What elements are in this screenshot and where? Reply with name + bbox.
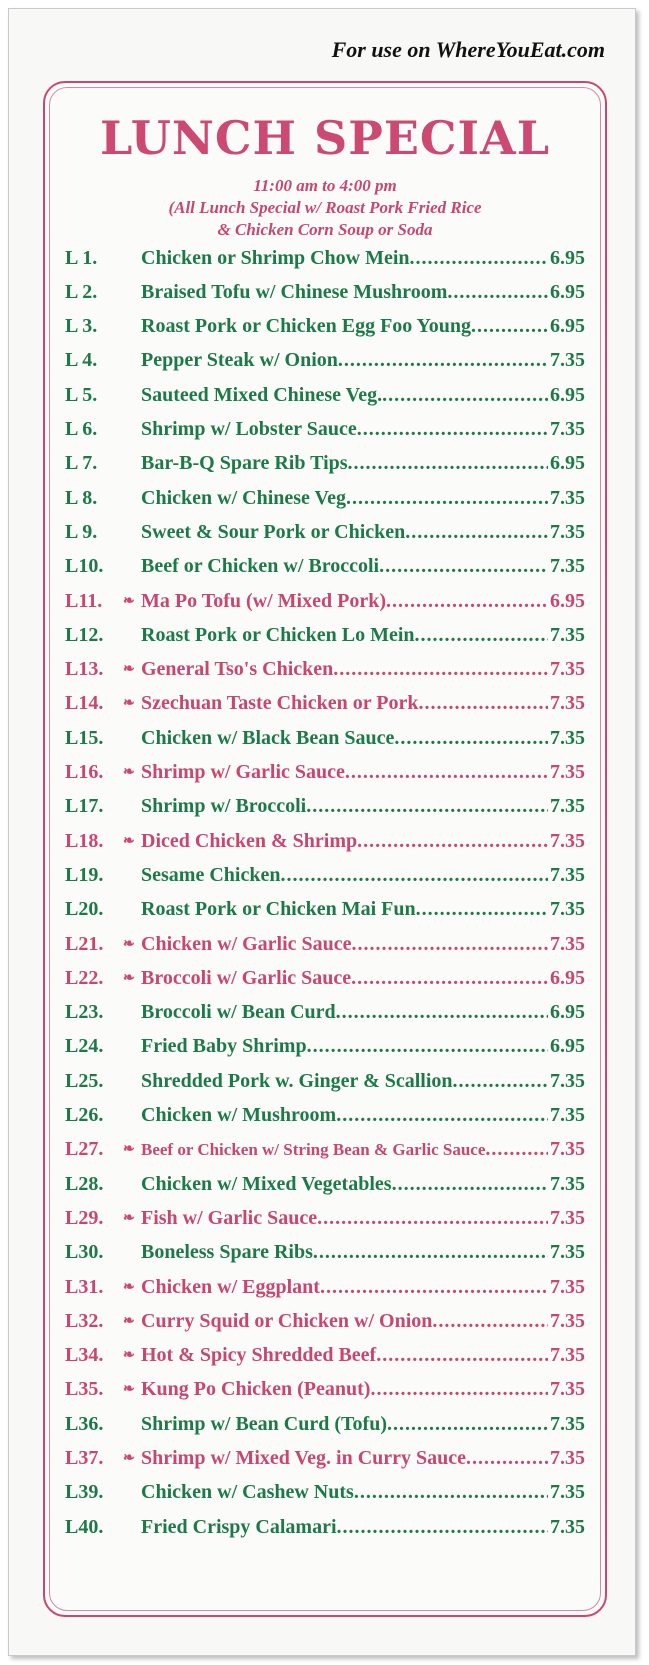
- menu-item-row: [65, 1032, 585, 1062]
- menu-item-row: [65, 895, 585, 925]
- menu-includes-line-1: (All Lunch Special w/ Roast Pork Fried Rice: [168, 198, 482, 217]
- item-number: L18.: [65, 829, 104, 852]
- item-name: Beef or Chicken w/ Broccoli: [141, 555, 380, 578]
- item-number: L 8.: [65, 486, 98, 509]
- item-number: L37.: [65, 1447, 104, 1469]
- item-number: L 9.: [65, 520, 98, 543]
- item-price: 6.95: [550, 1035, 585, 1058]
- item-price: 7.35: [550, 658, 585, 681]
- item-name: Bar-B-Q Spare Rib Tips: [141, 452, 348, 475]
- dot-leader: [352, 933, 548, 956]
- item-name: Shrimp w/ Bean Curd (Tofu): [141, 1412, 387, 1435]
- menu-item-row: [65, 243, 585, 273]
- dot-leader: [386, 590, 548, 613]
- item-number: L26.: [65, 1104, 104, 1126]
- item-number: L35.: [65, 1378, 104, 1401]
- dot-leader: [485, 1138, 548, 1161]
- item-price: 7.35: [550, 1206, 585, 1229]
- dot-leader: [338, 349, 548, 372]
- menu-item-row: [65, 1238, 585, 1268]
- dot-leader: [336, 1104, 548, 1127]
- dot-leader: [379, 555, 548, 578]
- dot-leader: [280, 864, 548, 887]
- item-name: Chicken w/ Mixed Vegetables: [141, 1172, 392, 1195]
- item-number: L30.: [65, 1241, 104, 1264]
- menu-item-row: [65, 346, 585, 376]
- item-number: L22.: [65, 966, 104, 989]
- menu-item-row: [65, 1512, 585, 1542]
- item-name: Fried Baby Shrimp: [141, 1035, 307, 1058]
- pepper-icon: ❧: [123, 1210, 135, 1226]
- menu-item-row: [65, 689, 585, 719]
- pepper-icon: ❧: [123, 593, 135, 609]
- item-number: L31.: [65, 1275, 104, 1298]
- item-price: 7.35: [550, 1309, 585, 1332]
- dot-leader: [416, 898, 548, 921]
- dot-leader: [447, 281, 548, 304]
- menu-title: LUNCH SPECIAL: [99, 111, 551, 165]
- item-name: Pepper Steak w/ Onion: [141, 349, 338, 372]
- item-price: 6.95: [550, 589, 585, 612]
- item-name: Shrimp w/ Broccoli: [141, 795, 307, 818]
- item-price: 6.95: [550, 966, 585, 989]
- dot-leader: [410, 247, 548, 270]
- item-price: 7.35: [550, 1412, 585, 1435]
- menu-item-row: [65, 517, 585, 547]
- menu-item-row: [65, 586, 585, 616]
- dot-leader: [346, 487, 548, 510]
- item-name: Sauteed Mixed Chinese Veg.: [141, 383, 383, 406]
- menu-item-row: [65, 1306, 585, 1336]
- item-price: 7.35: [550, 932, 585, 955]
- menu-item-row: [65, 415, 585, 445]
- menu-item-row: [65, 929, 585, 959]
- item-name: Ma Po Tofu (w/ Mixed Pork): [141, 589, 386, 612]
- menu-item-row: [65, 963, 585, 993]
- menu-item-row: [65, 655, 585, 685]
- item-number: L 4.: [65, 349, 98, 372]
- dot-leader: [415, 624, 548, 647]
- menu-item-row: [65, 1101, 585, 1131]
- item-price: 7.35: [550, 623, 585, 646]
- item-price: 7.35: [550, 1069, 585, 1092]
- item-name: Roast Pork or Chicken Egg Foo Young: [141, 315, 472, 338]
- pepper-icon: ❧: [123, 1382, 135, 1398]
- pepper-icon: ❧: [123, 1313, 135, 1329]
- dot-leader: [354, 1481, 548, 1504]
- item-name: Roast Pork or Chicken Mai Fun: [141, 898, 416, 921]
- menu-item-row: [65, 1444, 585, 1474]
- item-price: 7.35: [550, 726, 585, 749]
- item-name: Shrimp w/ Garlic Sauce: [141, 761, 345, 783]
- item-price: 7.35: [550, 349, 585, 372]
- menu-includes-line-2: & Chicken Corn Soup or Soda: [217, 220, 433, 239]
- pepper-icon: ❧: [123, 1279, 135, 1295]
- item-name: Chicken w/ Eggplant: [141, 1275, 320, 1298]
- item-name: General Tso's Chicken: [141, 658, 334, 681]
- item-number: L 5.: [65, 383, 98, 406]
- dot-leader: [432, 1310, 548, 1333]
- pepper-icon: ❧: [123, 970, 135, 986]
- dot-leader: [370, 1378, 548, 1401]
- dot-leader: [337, 1516, 548, 1539]
- item-number: L 6.: [65, 418, 98, 440]
- item-name: Broccoli w/ Bean Curd: [141, 1001, 336, 1024]
- pepper-icon: ❧: [123, 696, 135, 712]
- item-name: Diced Chicken & Shrimp: [141, 829, 358, 852]
- dot-leader: [418, 692, 548, 715]
- item-price: 7.35: [550, 486, 585, 509]
- item-price: 7.35: [550, 761, 585, 783]
- item-name: Chicken w/ Cashew Nuts: [141, 1481, 354, 1504]
- menu-item-row: [65, 1066, 585, 1096]
- pepper-icon: ❧: [123, 936, 135, 952]
- dot-leader: [320, 1276, 548, 1299]
- dot-leader: [317, 1207, 548, 1230]
- menu-item-row: [65, 826, 585, 856]
- menu-item-row: [65, 792, 585, 822]
- menu-frame: [43, 81, 607, 1617]
- item-number: L20.: [65, 898, 104, 921]
- dot-leader: [471, 315, 548, 338]
- item-price: 7.35: [550, 1241, 585, 1264]
- item-price: 7.35: [550, 1378, 585, 1401]
- item-price: 7.35: [550, 520, 585, 543]
- item-name: Chicken w/ Garlic Sauce: [141, 932, 352, 955]
- menu-item-row: [65, 483, 585, 513]
- menu-item-row: [65, 1409, 585, 1439]
- menu-item-row: [65, 380, 585, 410]
- dot-leader: [466, 1447, 548, 1470]
- item-name: Chicken or Shrimp Chow Mein: [141, 246, 410, 269]
- pepper-icon: ❧: [123, 662, 135, 678]
- dot-leader: [307, 1035, 548, 1058]
- item-number: L29.: [65, 1206, 104, 1229]
- pepper-icon: ❧: [123, 1142, 135, 1158]
- item-name: Fried Crispy Calamari: [141, 1515, 337, 1538]
- item-name: Szechuan Taste Chicken or Pork: [141, 692, 419, 715]
- item-name: Chicken w/ Mushroom: [141, 1104, 337, 1126]
- item-number: L23.: [65, 1001, 104, 1024]
- menu-item-row: [65, 998, 585, 1028]
- item-number: L15.: [65, 726, 104, 749]
- item-name: Fish w/ Garlic Sauce: [141, 1206, 318, 1229]
- item-price: 7.35: [550, 1515, 585, 1538]
- dot-leader: [387, 1413, 548, 1436]
- pepper-icon: ❧: [123, 1451, 135, 1466]
- item-price: 7.35: [550, 1344, 585, 1367]
- item-name: Roast Pork or Chicken Lo Mein: [141, 623, 415, 646]
- item-name: Sesame Chicken: [141, 863, 281, 886]
- dot-leader: [345, 761, 548, 784]
- item-number: L24.: [65, 1035, 104, 1058]
- menu-item-row: [65, 723, 585, 753]
- item-price: 7.35: [550, 1447, 585, 1469]
- item-number: L17.: [65, 795, 104, 818]
- dot-leader: [394, 727, 548, 750]
- item-number: L36.: [65, 1412, 104, 1435]
- item-number: L34.: [65, 1344, 104, 1367]
- item-price: 6.95: [550, 315, 585, 338]
- item-price: 6.95: [550, 1001, 585, 1024]
- menu-item-row: [65, 552, 585, 582]
- item-name: Broccoli w/ Garlic Sauce: [141, 966, 352, 989]
- item-name: Chicken w/ Chinese Veg: [141, 486, 347, 509]
- menu-item-row: [65, 1203, 585, 1233]
- item-number: L14.: [65, 692, 104, 715]
- item-price: 6.95: [550, 246, 585, 269]
- item-name: Braised Tofu w/ Chinese Mushroom: [141, 280, 448, 303]
- item-price: 7.35: [550, 1481, 585, 1504]
- dot-leader: [357, 830, 548, 853]
- menu-item-row: [65, 758, 585, 788]
- item-number: L12.: [65, 623, 104, 646]
- item-price: 7.35: [550, 1275, 585, 1298]
- item-number: L16.: [65, 761, 104, 783]
- item-number: L21.: [65, 932, 104, 955]
- menu-item-row: [65, 1272, 585, 1302]
- item-name: Beef or Chicken w/ String Bean & Garlic Sauce: [141, 1139, 486, 1159]
- item-name: Shredded Pork w. Ginger & Scallion: [141, 1069, 453, 1092]
- dot-leader: [392, 1173, 548, 1196]
- item-price: 7.35: [550, 1104, 585, 1126]
- item-price: 7.35: [550, 863, 585, 886]
- pepper-icon: ❧: [123, 1348, 135, 1364]
- item-number: L 3.: [65, 315, 98, 338]
- item-number: L39.: [65, 1481, 104, 1504]
- menu-item-row: [65, 1478, 585, 1508]
- menu-hours: 11:00 am to 4:00 pm: [253, 176, 397, 195]
- dot-leader: [348, 452, 548, 475]
- menu-item-row: [65, 1169, 585, 1199]
- menu-item-row: [65, 1341, 585, 1371]
- item-number: L 2.: [65, 280, 98, 303]
- item-number: L13.: [65, 658, 104, 681]
- menu-item-row: [65, 449, 585, 479]
- item-price: 7.35: [550, 692, 585, 715]
- dot-leader: [376, 1344, 548, 1367]
- dot-leader: [357, 418, 548, 441]
- item-price: 6.95: [550, 280, 585, 303]
- watermark-text: For use on WhereYouEat.com: [331, 37, 605, 62]
- item-price: 7.35: [550, 898, 585, 921]
- pepper-icon: ❧: [123, 765, 135, 780]
- item-price: 6.95: [550, 452, 585, 475]
- dot-leader: [405, 521, 548, 544]
- dot-leader: [453, 1070, 548, 1093]
- menu-item-row: [65, 1135, 585, 1165]
- item-number: L11.: [65, 589, 103, 612]
- item-name: Shrimp w/ Mixed Veg. in Curry Sauce: [141, 1447, 467, 1469]
- menu-item-row: [65, 312, 585, 342]
- menu-item-row: [65, 620, 585, 650]
- item-name: Hot & Spicy Shredded Beef: [141, 1344, 377, 1367]
- item-price: 7.35: [550, 1172, 585, 1195]
- dot-leader: [336, 1001, 548, 1024]
- item-price: 6.95: [550, 383, 585, 406]
- menu-item-row: [65, 1375, 585, 1405]
- item-number: L27.: [65, 1138, 104, 1161]
- item-name: Sweet & Sour Pork or Chicken: [141, 520, 406, 543]
- item-number: L 1.: [65, 246, 98, 269]
- item-name: Shrimp w/ Lobster Sauce: [141, 418, 357, 440]
- item-price: 7.35: [550, 418, 585, 440]
- item-name: Curry Squid or Chicken w/ Onion: [141, 1309, 433, 1332]
- item-number: L28.: [65, 1172, 104, 1195]
- item-price: 7.35: [550, 1138, 585, 1161]
- item-price: 7.35: [550, 795, 585, 818]
- item-name: Boneless Spare Ribs: [141, 1241, 313, 1264]
- item-number: L32.: [65, 1309, 104, 1332]
- menu-item-row: [65, 277, 585, 307]
- dot-leader: [313, 1241, 548, 1264]
- item-name: Kung Po Chicken (Peanut): [141, 1378, 371, 1401]
- dot-leader: [306, 795, 548, 818]
- menu-item-row: [65, 860, 585, 890]
- dot-leader: [333, 658, 548, 681]
- item-price: 7.35: [550, 829, 585, 852]
- item-number: L10.: [65, 555, 104, 578]
- item-number: L25.: [65, 1069, 104, 1092]
- menu-sheet: [8, 8, 636, 1656]
- item-name: Chicken w/ Black Bean Sauce: [141, 726, 395, 749]
- dot-leader: [382, 384, 548, 407]
- item-number: L19.: [65, 863, 104, 886]
- item-number: L 7.: [65, 452, 98, 475]
- item-number: L40.: [65, 1515, 104, 1538]
- pepper-icon: ❧: [123, 833, 135, 849]
- dot-leader: [351, 967, 548, 990]
- item-price: 7.35: [550, 555, 585, 578]
